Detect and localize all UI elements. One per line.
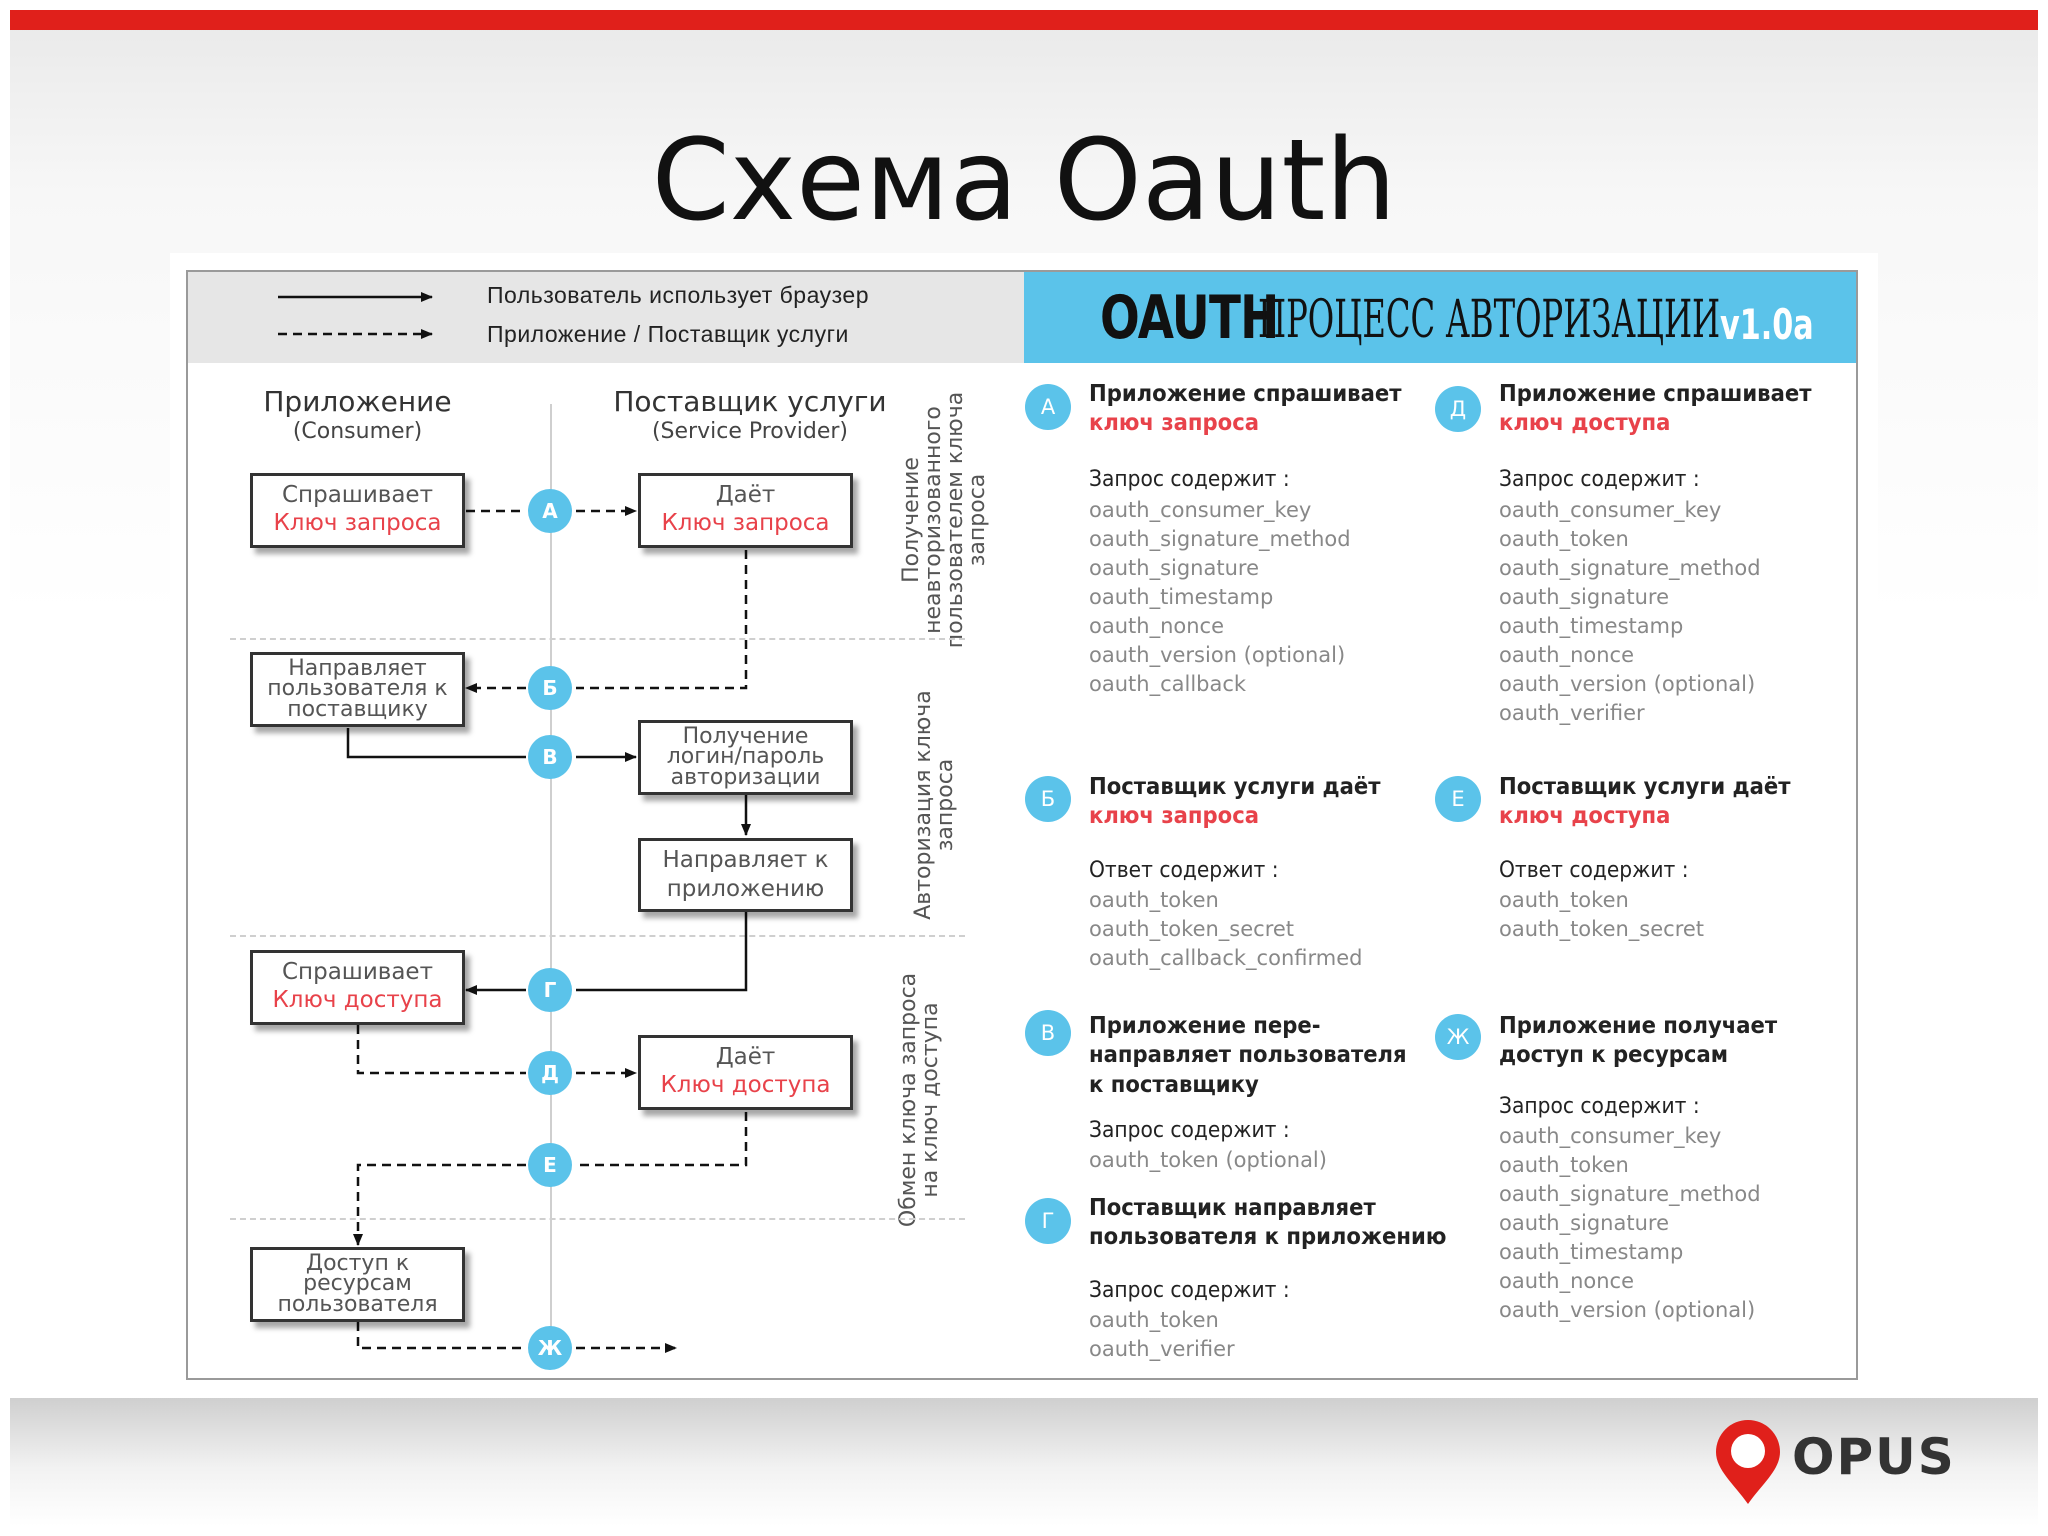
opus-logo-icon bbox=[1710, 1418, 1786, 1508]
legend-solid-label: Пользователь использует браузер bbox=[487, 282, 869, 308]
param-item: oauth_signature bbox=[1089, 556, 1259, 580]
phase3-line: Обмен ключа запроса bbox=[896, 972, 921, 1228]
opus-logo-text: OPUS bbox=[1792, 1428, 1956, 1486]
step-circle-zh: Ж bbox=[528, 1326, 572, 1370]
box-line: Спрашивает bbox=[282, 482, 433, 509]
box-line: поставщику bbox=[287, 696, 428, 722]
heading-line: направляет пользователя bbox=[1089, 1042, 1407, 1069]
consumer-title: Приложение bbox=[263, 385, 452, 418]
step-circle-b: Б bbox=[528, 666, 572, 710]
consumer-subtitle: (Consumer) bbox=[292, 419, 423, 444]
param-item: oauth_signature bbox=[1499, 585, 1669, 609]
param-item: oauth_callback_confirmed bbox=[1089, 946, 1363, 970]
box-line: Доступ к bbox=[305, 1251, 410, 1277]
param-item: oauth_timestamp bbox=[1499, 1240, 1684, 1264]
legend-dashed-label: Приложение / Поставщик услуги bbox=[487, 321, 849, 347]
param-item: oauth_token bbox=[1499, 527, 1629, 551]
param-item: oauth_token_secret bbox=[1089, 917, 1295, 941]
step-circle-v: В bbox=[528, 735, 572, 779]
phase2-line: Авторизация ключа bbox=[911, 690, 936, 920]
section-a-heading bbox=[1089, 380, 1401, 439]
banner-oauth: OAUTH bbox=[1100, 283, 1279, 353]
param-item: oauth_nonce bbox=[1089, 614, 1225, 638]
box-line-red: Ключ доступа bbox=[272, 986, 443, 1013]
section-v-label: Запрос содержит : bbox=[1089, 1118, 1290, 1143]
arrow-zh-consumer bbox=[358, 1322, 526, 1348]
heading-line-red: ключ запроса bbox=[1089, 803, 1260, 830]
section-e-label: Ответ содержит : bbox=[1499, 858, 1689, 883]
box-ask-access-key bbox=[250, 950, 465, 1025]
arrow-g-provider bbox=[576, 912, 746, 990]
section-d-heading bbox=[1499, 380, 1811, 439]
param-item: oauth_token bbox=[1089, 1308, 1219, 1332]
arrow-e-consumer bbox=[358, 1165, 526, 1245]
box-line: Спрашивает bbox=[282, 959, 433, 986]
param-item: oauth_signature bbox=[1499, 1211, 1669, 1235]
section-a-circle: А bbox=[1025, 384, 1071, 430]
box-line: авторизации bbox=[670, 764, 821, 790]
phase1-line: неавторизованного bbox=[921, 406, 946, 634]
box-line: пользователя к bbox=[267, 676, 448, 702]
box-line: логин/пароль bbox=[666, 744, 825, 770]
box-line-red: Ключ доступа bbox=[660, 1071, 831, 1098]
box-redirect-app bbox=[638, 838, 853, 912]
section-b-heading bbox=[1089, 773, 1381, 832]
phase2-line: запроса bbox=[933, 758, 958, 852]
section-d-circle: Д bbox=[1435, 386, 1481, 432]
section-b-params bbox=[1089, 886, 1362, 973]
box-line-red: Ключ запроса bbox=[661, 509, 830, 536]
box-line: пользователя bbox=[277, 1291, 438, 1317]
banner-version: v1.0a bbox=[1720, 300, 1814, 349]
step-circle-e: Е bbox=[528, 1143, 572, 1187]
param-item: oauth_version (optional) bbox=[1499, 1298, 1756, 1322]
heading-line: пользователя к приложению bbox=[1089, 1224, 1447, 1251]
param-item: oauth_verifier bbox=[1499, 701, 1645, 725]
section-d-params bbox=[1499, 496, 1761, 728]
step-circle-d: Д bbox=[528, 1051, 572, 1095]
phase3-line: на ключ доступа bbox=[918, 1002, 943, 1198]
heading-line-red: ключ запроса bbox=[1089, 410, 1260, 437]
box-get-login bbox=[638, 720, 853, 795]
box-line: Даёт bbox=[715, 482, 776, 509]
section-b-label: Ответ содержит : bbox=[1089, 858, 1279, 883]
section-d-label: Запрос содержит : bbox=[1499, 467, 1700, 492]
box-line: ресурсам bbox=[303, 1271, 412, 1297]
param-item: oauth_version (optional) bbox=[1499, 672, 1756, 696]
section-zh-circle: Ж bbox=[1435, 1014, 1481, 1060]
phase1-line: запроса bbox=[965, 473, 990, 567]
section-e-heading bbox=[1499, 773, 1791, 832]
section-zh-label: Запрос содержит : bbox=[1499, 1094, 1700, 1119]
box-line-red: Ключ запроса bbox=[273, 509, 442, 536]
box-ask-request-key bbox=[250, 473, 465, 548]
slide-title: Схема Oauth bbox=[651, 116, 1397, 246]
section-zh-params bbox=[1499, 1122, 1761, 1325]
step-circle-g: Г bbox=[528, 968, 572, 1012]
section-e-params bbox=[1499, 886, 1704, 944]
box-line: Даёт bbox=[715, 1044, 776, 1071]
section-g-params bbox=[1089, 1306, 1235, 1364]
arrow-v-consumer bbox=[348, 728, 526, 757]
heading-line-red: ключ доступа bbox=[1499, 410, 1671, 437]
section-v-heading bbox=[1089, 1012, 1407, 1100]
provider-title: Поставщик услуги bbox=[613, 385, 887, 418]
box-line: Получение bbox=[682, 724, 809, 750]
heading-line: Приложение получает bbox=[1499, 1013, 1778, 1039]
section-b-circle: Б bbox=[1025, 776, 1071, 822]
section-a-label: Запрос содержит : bbox=[1089, 467, 1290, 492]
param-item: oauth_token bbox=[1499, 888, 1629, 912]
heading-line: доступ к ресурсам bbox=[1499, 1042, 1729, 1069]
param-item: oauth_consumer_key bbox=[1499, 1124, 1722, 1148]
param-item: oauth_callback bbox=[1089, 672, 1247, 696]
section-a-params bbox=[1089, 496, 1351, 699]
heading-line: Поставщик направляет bbox=[1089, 1195, 1376, 1221]
heading-line: Приложение пере- bbox=[1089, 1013, 1321, 1039]
arrow-b-provider bbox=[576, 550, 746, 688]
param-item: oauth_signature_method bbox=[1499, 1182, 1761, 1206]
box-redirect-user bbox=[250, 652, 465, 727]
param-item: oauth_consumer_key bbox=[1499, 498, 1722, 522]
box-line: Направляет к bbox=[662, 846, 829, 873]
param-item: oauth_version (optional) bbox=[1089, 643, 1346, 667]
param-item: oauth_nonce bbox=[1499, 1269, 1635, 1293]
section-v-circle: В bbox=[1025, 1010, 1071, 1056]
box-give-access-key bbox=[638, 1035, 853, 1110]
section-v-params bbox=[1089, 1146, 1327, 1175]
param-item: oauth_verifier bbox=[1089, 1337, 1235, 1361]
param-item: oauth_consumer_key bbox=[1089, 498, 1312, 522]
arrow-d-consumer bbox=[358, 1025, 526, 1073]
param-item: oauth_token (optional) bbox=[1089, 1148, 1327, 1172]
param-item: oauth_token bbox=[1089, 888, 1219, 912]
heading-line: Поставщик услуги даёт bbox=[1499, 774, 1791, 800]
heading-line: Поставщик услуги даёт bbox=[1089, 774, 1381, 800]
section-g-circle: Г bbox=[1025, 1198, 1071, 1244]
provider-subtitle: (Service Provider) bbox=[651, 419, 849, 444]
box-line: Направляет bbox=[288, 656, 427, 682]
param-item: oauth_timestamp bbox=[1499, 614, 1684, 638]
section-zh-heading bbox=[1499, 1012, 1777, 1071]
banner-subtitle: ПРОЦЕСС АВТОРИЗАЦИИ bbox=[1258, 290, 1721, 350]
step-circle-a: А bbox=[528, 489, 572, 533]
section-g-label: Запрос содержит : bbox=[1089, 1278, 1290, 1303]
box-line: приложению bbox=[666, 876, 825, 902]
heading-line-red: ключ доступа bbox=[1499, 803, 1671, 830]
section-e-circle: Е bbox=[1435, 776, 1481, 822]
param-item: oauth_timestamp bbox=[1089, 585, 1274, 609]
heading-line: Приложение спрашивает bbox=[1089, 381, 1402, 407]
param-item: oauth_token bbox=[1499, 1153, 1629, 1177]
param-item: oauth_signature_method bbox=[1499, 556, 1761, 580]
param-item: oauth_nonce bbox=[1499, 643, 1635, 667]
box-give-request-key bbox=[638, 473, 853, 548]
arrow-e-provider bbox=[576, 1112, 746, 1165]
heading-line: к поставщику bbox=[1089, 1071, 1259, 1098]
phase1-line: пользователем ключа bbox=[943, 391, 968, 649]
phase1-line: Получение bbox=[899, 457, 924, 583]
section-g-heading bbox=[1089, 1194, 1446, 1253]
box-access-resources bbox=[250, 1247, 465, 1322]
param-item: oauth_signature_method bbox=[1089, 527, 1351, 551]
param-item: oauth_token_secret bbox=[1499, 917, 1705, 941]
heading-line: Приложение спрашивает bbox=[1499, 381, 1812, 407]
